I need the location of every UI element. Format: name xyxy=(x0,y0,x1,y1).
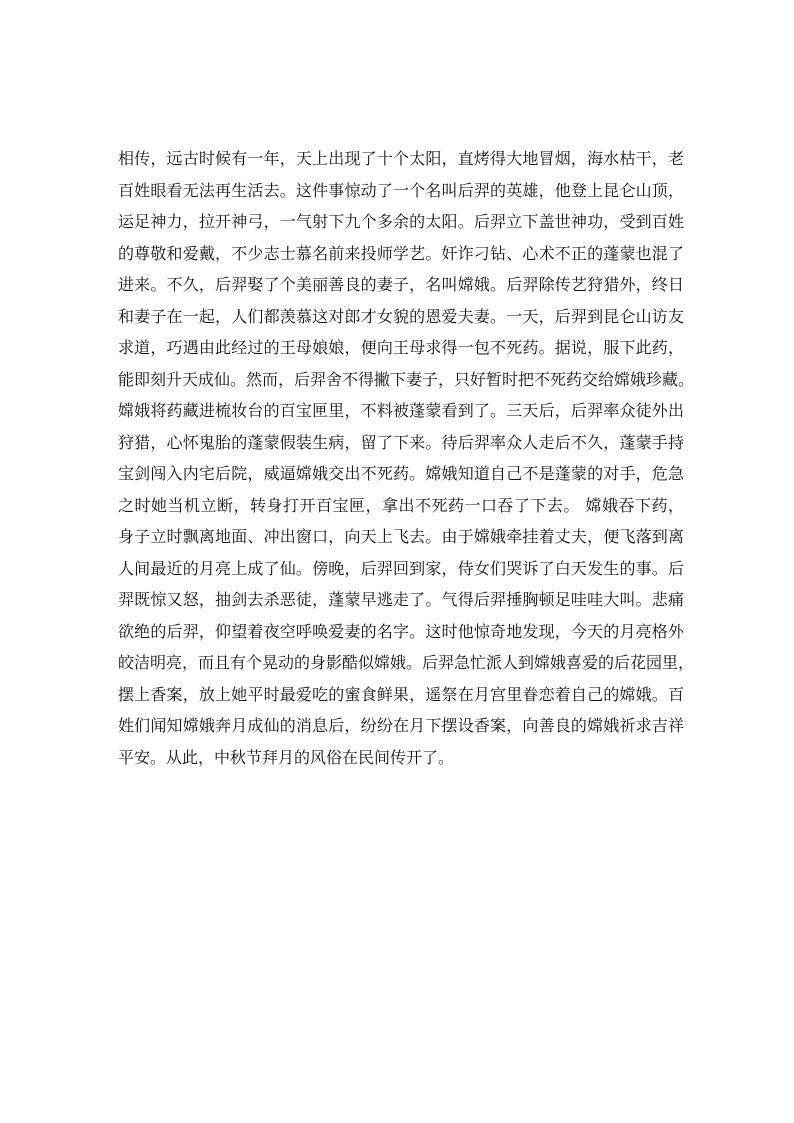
text-line: 平安。从此，中秋节拜月的风俗在民间传开了。 xyxy=(118,747,455,767)
text-line: 身子立时飘离地面、冲出窗口，向天上飞去。由于嫦娥牵挂着丈夫，便飞落到离 xyxy=(118,527,684,546)
text-line: 和妻子在一起，人们都羡慕这对郎才女貌的恩爱夫妻。一天，后羿到昆仑山访友 xyxy=(118,306,684,326)
text-line: 求道，巧遇由此经过的王母娘娘，便向王母求得一包不死药。据说，服下此药， xyxy=(118,338,684,357)
text-line: 人间最近的月亮上成了仙。傍晚，后羿回到家，侍女们哭诉了白天发生的事。后 xyxy=(118,558,684,578)
text-line: 能即刻升天成仙。然而，后羿舍不得撇下妻子，只好暂时把不死药交给嫦娥珍藏。 xyxy=(118,369,695,389)
text-line: 宝剑闯入内宅后院，威逼嫦娥交出不死药。嫦娥知道自己不是蓬蒙的对手，危急 xyxy=(118,464,684,483)
text-line: 姓们闻知嫦娥奔月成仙的消息后，纷纷在月下摆设香案，向善良的嫦娥祈求吉祥 xyxy=(118,716,684,735)
text-line: 嫦娥将药藏进梳妆台的百宝匣里，不料被蓬蒙看到了。三天后，后羿率众徒外出 xyxy=(118,401,684,420)
text-line: 摆上香案，放上她平时最爱吃的蜜食鲜果，遥祭在月宫里眷恋着自己的嫦娥。百 xyxy=(118,684,684,704)
text-line: 相传，远古时候有一年，天上出现了十个太阳，直烤得大地冒烟，海水枯干，老 xyxy=(118,149,684,168)
text-line: 之时她当机立断，转身打开百宝匣，拿出不死药一口吞了下去。 嫦娥吞下药， xyxy=(118,495,684,515)
text-line: 的尊敬和爱戴，不少志士慕名前来投师学艺。奸诈刁钻、心术不正的蓬蒙也混了 xyxy=(118,243,684,263)
text-line: 百姓眼看无法再生活去。这件事惊动了一个名叫后羿的英雄，他登上昆仑山顶， xyxy=(118,180,684,200)
text-line: 运足神力，拉开神弓，一气射下九个多余的太阳。后羿立下盖世神功，受到百姓 xyxy=(118,212,684,231)
text-line: 进来。不久，后羿娶了个美丽善良的妻子，名叫嫦娥。后羿除传艺狩猎外，终日 xyxy=(118,275,684,294)
story-paragraph xyxy=(118,143,695,773)
text-line: 欲绝的后羿，仰望着夜空呼唤爱妻的名字。这时他惊奇地发现，今天的月亮格外 xyxy=(118,621,684,641)
text-line: 羿既惊又怒，抽剑去杀恶徒，蓬蒙早逃走了。气得后羿捶胸顿足哇哇大叫。悲痛 xyxy=(118,590,684,609)
text-line: 皎洁明亮，而且有个晃动的身影酷似嫦娥。后羿急忙派人到嫦娥喜爱的后花园里， xyxy=(118,653,695,672)
text-line: 狩猎，心怀鬼胎的蓬蒙假装生病，留了下来。待后羿率众人走后不久，蓬蒙手持 xyxy=(118,432,684,452)
